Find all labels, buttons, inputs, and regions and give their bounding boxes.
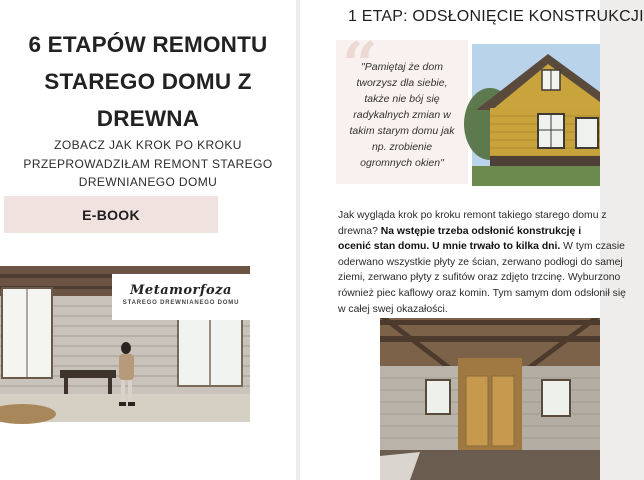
body-run: w całej swej okazałości.	[338, 303, 448, 315]
body-run: oderwano wszystkie płyty ze ścian, zerwano podłogi do samej	[338, 256, 623, 268]
body-line	[338, 286, 626, 302]
quote-card	[336, 28, 468, 184]
body-run: W tym czasie	[560, 241, 625, 253]
quote-text	[336, 59, 468, 171]
stage-body-text	[338, 208, 626, 317]
brand-script: Metamorfoza	[130, 283, 232, 298]
cover-title-line: DREWNA	[96, 106, 200, 131]
quote-line: ogromnych okien"	[360, 157, 444, 169]
body-run: również piec kaflowy oraz komin. Tym samym dom odsłonił się	[338, 287, 626, 299]
cover-subtitle	[0, 136, 296, 192]
body-line	[338, 270, 621, 286]
cover-page	[0, 0, 296, 480]
quote-line: np. zrobienie	[371, 141, 433, 153]
body-line	[338, 239, 625, 255]
quote-line: takim starym domu jak	[349, 125, 455, 137]
cover-photo	[0, 266, 250, 422]
ebook-badge: E-BOOK	[4, 196, 218, 233]
cover-title	[0, 26, 296, 137]
body-run: ziemi, zerwano płyty z sufitów oraz zdjęto trzcinę. Wyburzono	[338, 272, 621, 284]
stripped-interior-photo	[380, 318, 600, 480]
body-line	[338, 224, 608, 240]
quote-line: także nie bój się	[364, 93, 440, 105]
brand-caption: STAREGO DREWNIANEGO DOMU	[122, 300, 240, 306]
quote-line: radykalnych zmian w	[353, 109, 451, 121]
body-bold-run: ocenić stan domu. U mnie trwało to kilka dni.	[338, 241, 561, 253]
wooden-house-photo	[472, 44, 600, 186]
quote-line: tworzysz dla siebie,	[356, 77, 448, 89]
brand-logo	[112, 274, 250, 320]
quote-mark-icon: “	[342, 28, 378, 101]
body-line	[338, 208, 608, 224]
stage-title: 1 ETAP: ODSŁONIĘCIE KONSTRUKCJI	[348, 8, 644, 25]
cover-subtitle-line: PRZEPROWADZIŁAM REMONT STAREGO	[23, 156, 273, 171]
cover-subtitle-line: ZOBACZ JAK KROK PO KROKU	[54, 138, 242, 152]
stage-page	[300, 0, 644, 480]
cover-title-line: STAREGO DOMU Z	[44, 69, 252, 94]
body-bold-run: Na wstępie trzeba odsłonić konstrukcję i	[380, 225, 582, 237]
exposed-construction-photo	[380, 318, 600, 480]
body-run: drewna?	[338, 225, 381, 237]
house-exterior-photo	[472, 44, 600, 186]
cover-subtitle-line: DREWNIANEGO DOMU	[78, 175, 218, 189]
cover-title-line: 6 ETAPÓW REMONTU	[28, 32, 268, 57]
body-line	[338, 302, 608, 318]
body-line	[338, 255, 623, 271]
body-run: Jak wygląda krok po kroku remont takiego starego domu z	[338, 210, 607, 221]
quote-line: "Pamiętaj że dom	[361, 61, 443, 73]
